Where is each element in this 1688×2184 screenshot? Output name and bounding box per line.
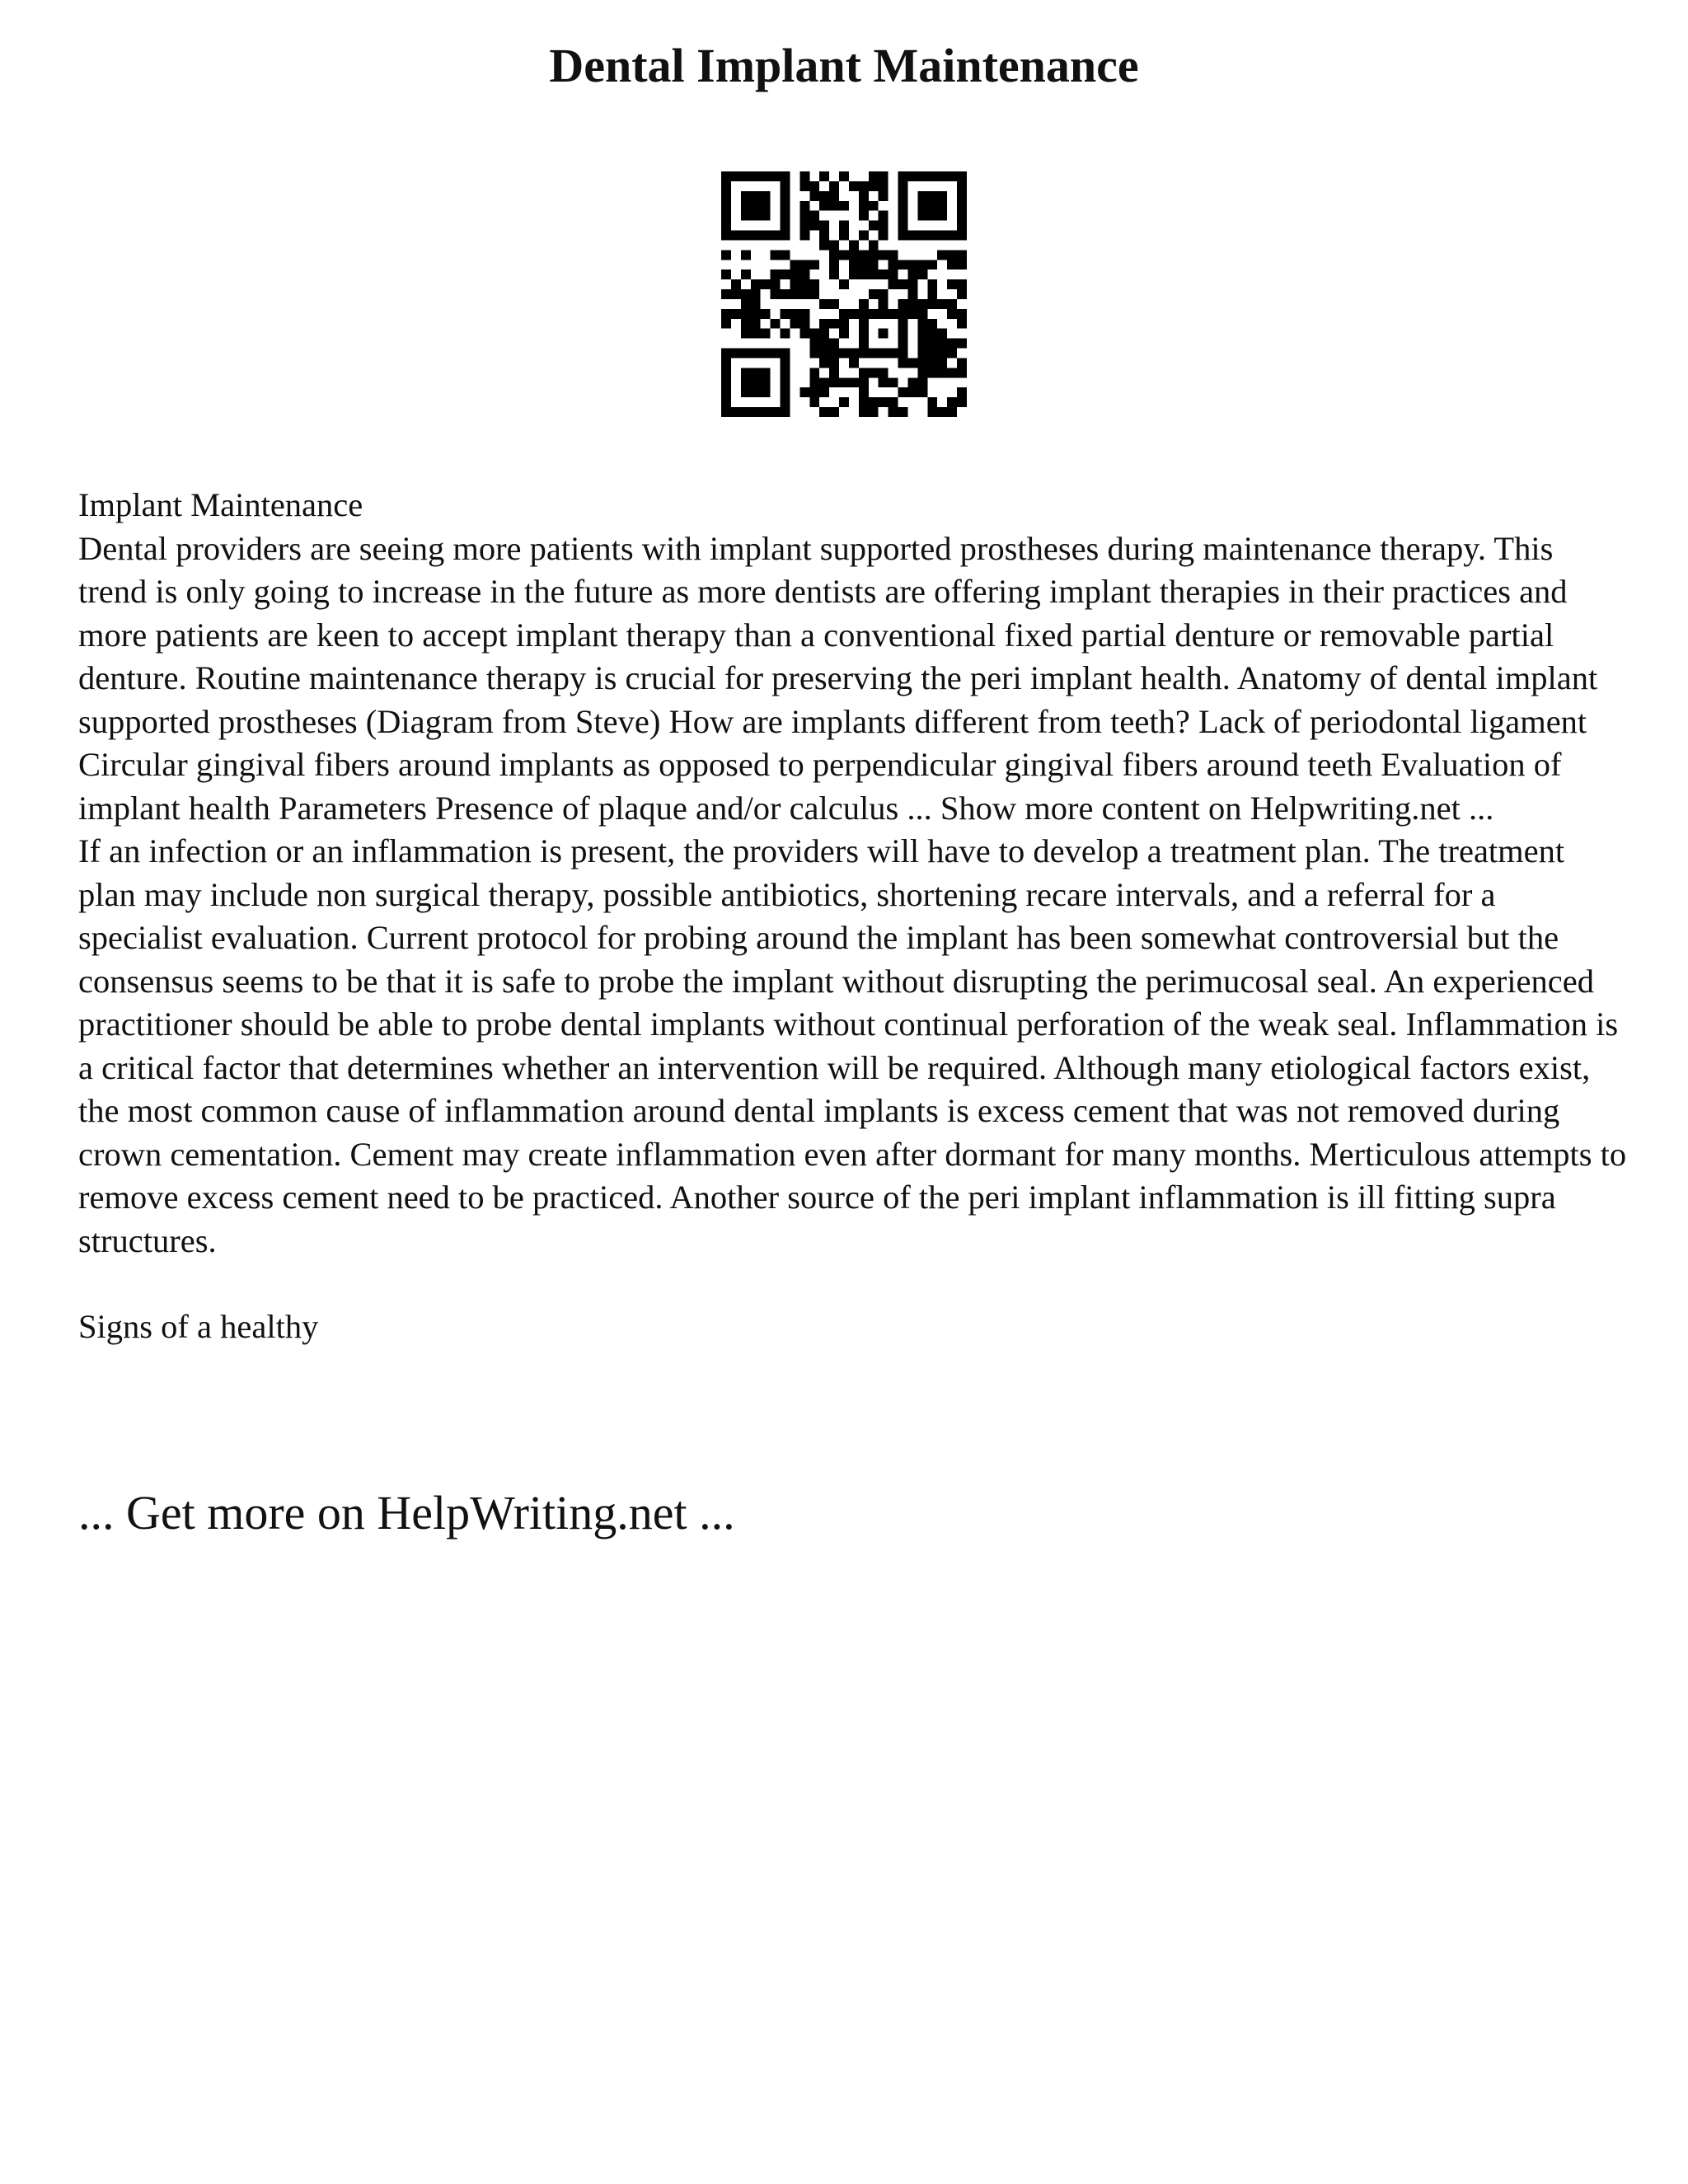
qr-code-icon[interactable] [721, 171, 967, 417]
get-more-link[interactable]: ... Get more on HelpWriting.net ... [78, 1486, 735, 1540]
section-heading: Implant Maintenance [78, 486, 363, 523]
body-paragraph-3: Signs of a healthy [78, 1308, 319, 1345]
document-body [78, 484, 1628, 1349]
body-paragraph-1: Dental providers are seeing more patients with implant supported prostheses during maintenance therapy. This trend is only going to increase in the future as more dentists are offering implant therapies in their practices and more patients are keen to accept implant therapy than a conventional fixed partial denture or removable partial denture. Routine maintenance therapy is crucial for preserving the peri implant health. Anatomy of dental implant supported prostheses (Diagram from Steve) How are implants different from teeth? Lack of periodontal ligament Circular gingival fibers around implants as opposed to perpendicular gingival fibers around teeth Evaluation of implant health Parameters Presence of plaque and/or calculus ... Show more content on Helpwriting.net ... [78, 529, 1598, 827]
body-paragraph-2: If an infection or an inflammation is present, the providers will have to develop a treatment plan. The treatment plan may include non surgical therapy, possible antibiotics, shortening recare intervals, and a referral for a specialist evaluation. Current protocol for probing around the implant has been somewhat controversial but the consensus seems to be that it is safe to probe the implant without disrupting the perimucosal seal. An experienced practitioner should be able to probe dental implants without continual perforation of the weak seal. Inflammation is a critical factor that determines whether an intervention will be required. Although many etiological factors exist, the most common cause of inflammation around dental implants is excess cement that was not removed during crown cementation. Cement may create inflammation even after dormant for many months. Merticulous attempts to remove excess cement need to be practiced. Another source of the peri implant inflammation is ill fitting supra structures. [78, 832, 1627, 1259]
page-title: Dental Implant Maintenance [549, 39, 1139, 92]
paragraph-spacer [78, 1263, 1628, 1305]
